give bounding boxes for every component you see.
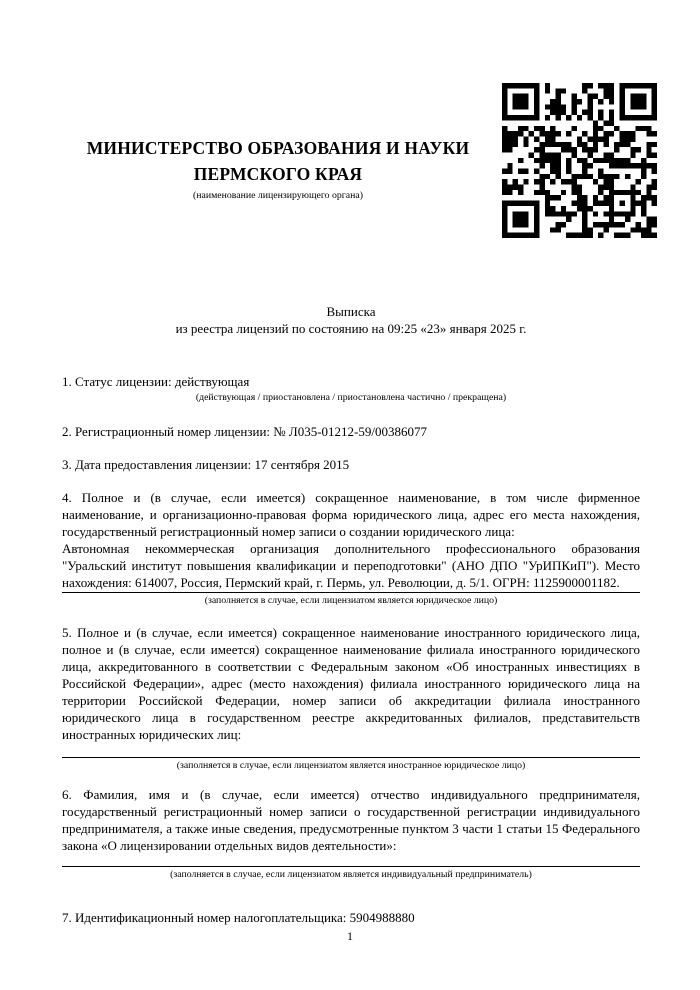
individual-entrepreneur-caption: (заполняется в случае, если лицензиатом является индивидуальный предприниматель)	[170, 869, 532, 880]
legal-entity-value: Автономная некоммерческая организация дополнительного профессионального образования "Уральский институт повышения квалификации и переподготовки" (АНО ДПО "УрИПКиП"). Место нахождения: 614007, Россия, Пермский край, г. Пермь, ул. Революции, д. 5/1. ОГРН: 1125900001182.	[62, 541, 640, 590]
document-header	[62, 78, 640, 248]
registration-number-text: 2. Регистрационный номер лицензии: № Л035-01212-59/00386077	[62, 424, 428, 439]
license-status-caption: (действующая / приостановлена / приостановлена частично / прекращена)	[195, 392, 507, 403]
document-title-line1: Выписка	[326, 304, 376, 319]
qr-code-icon	[502, 83, 657, 238]
licensing-authority-caption: (наименование лицензирующего органа)	[192, 190, 363, 201]
legal-entity-caption: (заполняется в случае, если лицензиатом является юридическое лицо)	[204, 595, 498, 606]
foreign-entity-caption: (заполняется в случае, если лицензиатом является иностранное юридическое лицо)	[176, 760, 526, 771]
section-registration-number	[62, 423, 640, 440]
section-taxpayer-number	[62, 909, 640, 926]
foreign-entity-blank-line	[62, 757, 640, 758]
legal-entity-underline	[62, 592, 640, 593]
section-individual-entrepreneur	[62, 786, 640, 881]
page-number: 1	[347, 929, 353, 943]
individual-entrepreneur-blank-line	[62, 866, 640, 867]
document-title-line2: из реестра лицензий по состоянию на 09:25 «23» января 2025 г.	[175, 321, 527, 336]
license-status-text: 1. Статус лицензии: действующая	[62, 374, 250, 389]
grant-date-text: 3. Дата предоставления лицензии: 17 сентября 2015	[62, 457, 350, 472]
section-license-status	[62, 373, 640, 404]
section-legal-entity	[62, 489, 640, 607]
legal-entity-label: 4. Полное и (в случае, если имеется) сокращенное наименование, в том числе фирменное наименование, и организационно-правовая форма юридического лица, адрес его места нахождения, государственный регистрационный номер записи о создании юридического лица:	[62, 490, 640, 539]
licensing-authority-block	[62, 78, 494, 201]
page-footer	[0, 929, 700, 944]
taxpayer-number-text: 7. Идентификационный номер налогоплательщика: 5904988880	[62, 910, 415, 925]
foreign-entity-label: 5. Полное и (в случае, если имеется) сокращенное наименование иностранного юридического лица, полное и (в случае, если имеется) сокращенное наименование филиала иностранного юридического лица, аккредитованного в соответствии с Федеральным законом «Об иностранных инвестициях в Российской Федерации», адрес (место нахождения) филиала иностранного юридического лица на территории Российской Федерации, номер записи об аккредитации филиала иностранного юридического лица в государственном реестре аккредитованных филиалов, представительств иностранных юридических лиц:	[62, 625, 640, 742]
ministry-name-line1: МИНИСТЕРСТВО ОБРАЗОВАНИЯ И НАУКИ	[86, 138, 470, 158]
section-grant-date	[62, 456, 640, 473]
section-foreign-entity	[62, 624, 640, 772]
individual-entrepreneur-label: 6. Фамилия, имя и (в случае, если имеется) отчество индивидуального предпринимателя, государственный регистрационный номер записи о государственной регистрации индивидуального предпринимателя, а также иные сведения, предусмотренные пунктом 3 части 1 статьи 15 Федерального закона «О лицензировании отдельных видов деятельности»:	[62, 787, 640, 853]
ministry-name-line2: ПЕРМСКОГО КРАЯ	[193, 164, 363, 184]
document-title	[62, 303, 640, 337]
